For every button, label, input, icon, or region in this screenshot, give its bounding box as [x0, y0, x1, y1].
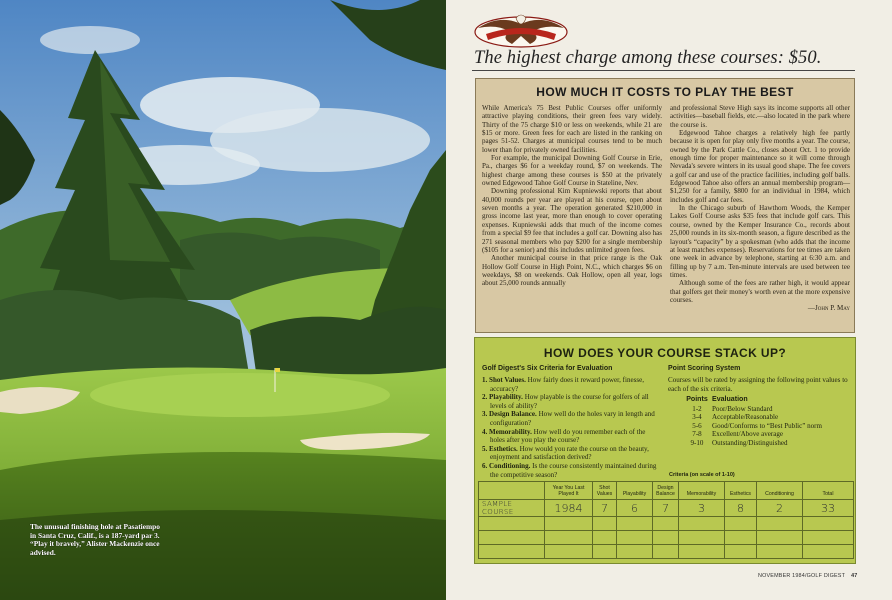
cost-article-box: [475, 78, 855, 333]
criterion-label: 6. Conditioning.: [482, 461, 531, 470]
points-row: [682, 413, 852, 422]
points-column-label: Points: [686, 396, 708, 403]
criterion-text: How well do you remember each of the holes after you play the course?: [490, 427, 646, 445]
blank-cell[interactable]: [617, 517, 653, 531]
points-range: 3-4: [692, 413, 702, 421]
best-public-courses-logo: [472, 10, 570, 50]
evaluation-column-label: Evaluation: [712, 396, 748, 403]
cost-article-left-column: [482, 104, 662, 288]
criterion-text: How fairly does it reward power, finesse, accuracy?: [490, 376, 644, 393]
paragraph: Although some of the fees are rather high, it would appear that golfers get their money's worth even at the more expensive courses.: [670, 279, 850, 304]
blank-cell[interactable]: [725, 517, 757, 531]
course-column-header: [479, 482, 545, 500]
blank-cell[interactable]: [617, 545, 653, 559]
blank-cell[interactable]: [479, 545, 545, 559]
paragraph: In the Chicago suburb of Hawthorn Woods, the Kemper Lakes Golf Course asks $35 fees that include golf cars. This course, owned by the Kemper Insurance Co., records about 25,000 rounds in its six-month season, a figure described as the layout's “capacity” by a spokesman (who adds that the income at least matches expenses). Reservations for tee times are taken one week in advance by telephone, starting at 6:30 a.m. and filling up by 7 a.m. Ten-minute intervals are used between tee times.: [670, 204, 850, 279]
author-byline: —John P. May: [807, 304, 850, 313]
criterion-text: How would you rate the course on the beauty, enjoyment and satisfaction derived?: [490, 444, 649, 462]
blank-cell[interactable]: [593, 517, 617, 531]
points-row: [682, 430, 852, 439]
blank-cell[interactable]: [653, 517, 679, 531]
conditioning-column-header: Conditioning: [757, 482, 803, 500]
page-headline: The highest charge among these courses: $50.: [474, 48, 822, 68]
paragraph: Downing professional Kim Kupniewski reports that about 40,000 rounds per year are played at his course, open about seven months a year. The operation generated $210,000 in gross income last year, more than enough to cover operating expenses. Kupniewski adds that much of the income comes from a special $9 fee that includes a golf car. Downing also has 271 seasonal members who pay $200 for a single membership ($105 for a senior) and this includes unlimited green fees.: [482, 187, 662, 254]
criterion-label: 2. Playability.: [482, 393, 523, 402]
criterion-label: 4. Memorability.: [482, 427, 532, 436]
blank-cell[interactable]: [803, 545, 854, 559]
blank-cell[interactable]: [545, 531, 593, 545]
design-balance-column-header: Design Balance: [653, 482, 679, 500]
paragraph: For example, the municipal Downing Golf Course in Erie, Pa., charges $6 for a weekday round, $7 on weekends. The highest charge among these courses is $50 at the privately owned Edgewood Tahoe Golf Course in Stateline, Nev.: [482, 154, 662, 188]
criterion-item: [482, 462, 662, 479]
criterion-item: [482, 428, 662, 445]
year-column-header: Year You Last Played It: [545, 482, 593, 500]
memorability-column-header: Memorability: [679, 482, 725, 500]
paragraph: Another municipal course in that price range is the Oak Hollow Golf Course in High Point, N.C., which charges $6 on weekdays, $8 on weekends. Oak Hollow, open all year, logs about 25,000 rounds annually: [482, 254, 662, 288]
cost-article-title: HOW MUCH IT COSTS TO PLAY THE BEST: [536, 85, 794, 99]
blank-cell[interactable]: [803, 517, 854, 531]
stack-up-title: HOW DOES YOUR COURSE STACK UP?: [543, 346, 787, 360]
article-page: [446, 0, 892, 600]
year-cell[interactable]: 1984: [545, 500, 593, 517]
blank-cell[interactable]: [653, 545, 679, 559]
points-label: Acceptable/Reasonable: [712, 413, 779, 421]
total-cell[interactable]: 33: [803, 500, 854, 517]
blank-cell[interactable]: [479, 531, 545, 545]
conditioning-cell[interactable]: 2: [757, 500, 803, 517]
criterion-item: [482, 410, 662, 427]
points-label: Outstanding/Distinguished: [712, 438, 788, 447]
blank-cell[interactable]: [593, 531, 617, 545]
scoring-intro: Courses will be rated by assigning the following point values to each of the six criteria.: [668, 376, 848, 393]
blank-cell[interactable]: [757, 517, 803, 531]
photo-caption: The unusual finishing hole at Pasatiempo in Santa Cruz, Calif., is a 187-yard par 3. “Play it bravely,” Alister Mackenzie once advised.: [30, 522, 160, 557]
blank-cell[interactable]: [617, 531, 653, 545]
criterion-label: 1. Shot Values.: [482, 376, 526, 384]
shot-values-cell[interactable]: 7: [593, 500, 617, 517]
points-label: Poor/Below Standard: [712, 404, 773, 413]
stack-up-box: [474, 337, 856, 564]
criterion-text: Is the course consistently maintained during the competitive season?: [490, 461, 657, 479]
blank-cell[interactable]: [757, 531, 803, 545]
criteria-list: [482, 376, 662, 479]
paragraph: Edgewood Tahoe charges a relatively high fee partly because it is open for play only five months a year. The course, owned by the Park Cattle Co., closes about Oct. 1 to provide enough time for proper maintenance so it will come through Nevada's severe winters in its usual good shape. The fee covers a golf car and use of the practice facilities, including golf balls. Edgewood Tahoe also offers an annual membership program—$1,250 for a family, $800 for an individual in 1984, which includes golf and car fees.: [670, 129, 850, 204]
folio-text: NOVEMBER 1984/GOLF DIGEST: [758, 573, 846, 579]
criterion-item: [482, 445, 662, 462]
page-folio: [758, 573, 858, 579]
blank-cell[interactable]: [757, 545, 803, 559]
blank-cell[interactable]: [545, 545, 593, 559]
points-row: [682, 422, 852, 431]
blank-cell[interactable]: [545, 517, 593, 531]
headline-rule: [472, 70, 855, 71]
criterion-item: [482, 393, 662, 410]
blank-cell[interactable]: [679, 531, 725, 545]
criterion-label: 5. Esthetics.: [482, 444, 518, 453]
shot-values-column-header: Shot Values: [593, 482, 617, 500]
scoring-heading: Point Scoring System: [668, 365, 741, 372]
score-table: [478, 481, 854, 559]
blank-cell[interactable]: [593, 545, 617, 559]
points-label: Good/Conforms to “Best Public” norm: [712, 421, 823, 430]
page-number: 47: [851, 573, 858, 579]
playability-column-header: Playability: [617, 482, 653, 500]
blank-cell[interactable]: [725, 531, 757, 545]
esthetics-cell[interactable]: 8: [725, 500, 757, 517]
blank-cell[interactable]: [653, 531, 679, 545]
points-scale: [682, 396, 852, 447]
memorability-cell[interactable]: 3: [679, 500, 725, 517]
criterion-text: How well do the holes vary in length and configuration?: [490, 410, 655, 427]
playability-cell[interactable]: 6: [617, 500, 653, 517]
points-range: 7-8: [692, 430, 702, 438]
sample-course-row: [479, 500, 854, 517]
paragraph: While America's 75 Best Public Courses offer uniformly attractive playing conditions, their green fees vary widely. Thirty of the 75 charge $10 or less on weekends, while 21 are $15 or more. Green fees for each are listed in the ranking on pages 51-52. Charges at municipal courses tend to be much lower than for privately owned facilities.: [482, 104, 662, 154]
criterion-text: How playable is the course for golfers of all levels of ability?: [490, 393, 649, 410]
empty-score-row: [479, 517, 854, 531]
points-scale-header: [682, 396, 852, 405]
esthetics-column-header: Esthetics: [725, 482, 757, 500]
criterion-label: 3. Design Balance.: [482, 410, 537, 419]
score-table-header: [479, 482, 854, 500]
blank-cell[interactable]: [725, 545, 757, 559]
cost-article-right-column: [670, 104, 850, 313]
blank-cell[interactable]: [479, 517, 545, 531]
points-row: [682, 405, 852, 414]
points-range: 1-2: [692, 404, 702, 413]
blank-cell[interactable]: [803, 531, 854, 545]
criteria-scale-caption: Criteria (on scale of 1-10): [669, 472, 735, 478]
total-column-header: Total: [803, 482, 854, 500]
empty-score-row: [479, 545, 854, 559]
blank-cell[interactable]: [679, 517, 725, 531]
course-name-cell[interactable]: SAMPLE COURSE: [479, 500, 545, 517]
paragraph: and professional Steve High says its income supports all other activities—baseball fields, etc.—also located in the park where the course is.: [670, 104, 850, 129]
points-range: 9-10: [690, 438, 704, 447]
eagle-logo-icon: [472, 10, 570, 50]
points-range: 5-6: [692, 421, 702, 430]
points-row: [682, 439, 852, 448]
criteria-heading: Golf Digest's Six Criteria for Evaluation: [482, 365, 613, 372]
empty-score-row: [479, 531, 854, 545]
blank-cell[interactable]: [679, 545, 725, 559]
criterion-item: [482, 376, 662, 393]
points-label: Excellent/Above average: [712, 430, 784, 438]
design-balance-cell[interactable]: 7: [653, 500, 679, 517]
